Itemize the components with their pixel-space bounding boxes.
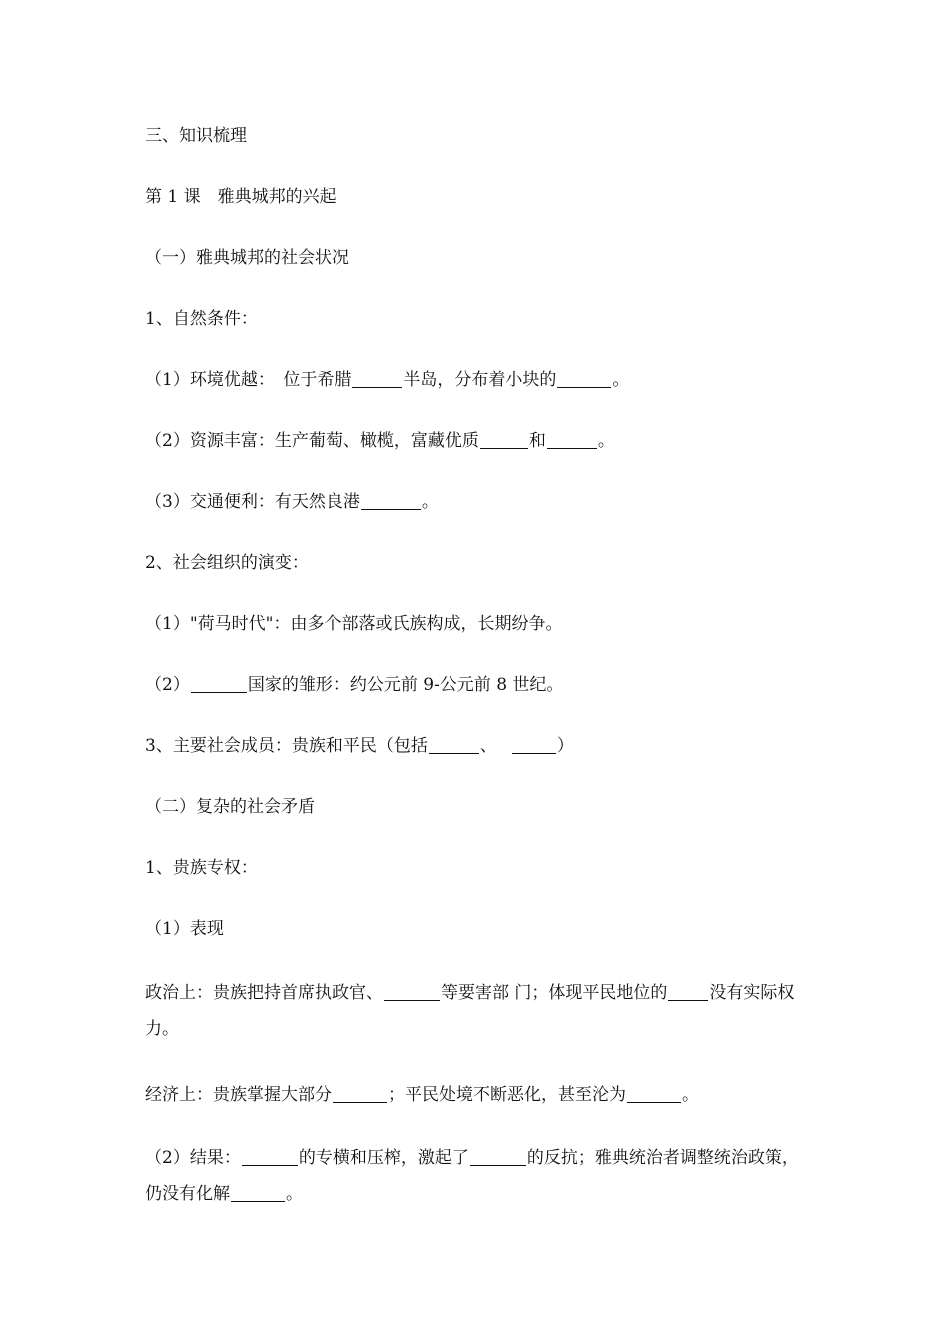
main-members-item (145, 729, 825, 763)
result-text-b: 的专横和压榨，激起了 (298, 1148, 469, 1168)
state-embryo-item (145, 668, 825, 702)
fill-blank[interactable] (668, 980, 708, 1001)
transport-text-a: （3）交通便利：有天然良港 (145, 492, 360, 512)
political-paragraph (145, 975, 805, 1047)
main-members-text-b: 、 (479, 736, 497, 756)
political-text-c: 没有实际权力。 (145, 983, 795, 1039)
resources-item (145, 424, 825, 458)
fill-blank[interactable] (429, 733, 479, 754)
subsection-title-1 (145, 241, 825, 275)
fill-blank[interactable] (470, 1145, 526, 1166)
transport-item (145, 485, 825, 519)
fill-blank[interactable] (361, 489, 421, 510)
manifestation-heading (145, 912, 825, 946)
political-text-b: 等要害部 门；体现平民地位的 (441, 983, 668, 1003)
result-text-c: 的反抗；雅典统治者调整统治政策，仍没有化解 (145, 1148, 799, 1204)
lesson-title (145, 180, 825, 214)
result-text-a: （2）结果： (145, 1148, 241, 1168)
result-paragraph (145, 1140, 805, 1212)
fill-blank[interactable] (191, 672, 247, 693)
section-heading-text: 三、知识梳理 (145, 126, 247, 146)
transport-text-b: 。 (421, 492, 439, 512)
social-organization-heading (145, 546, 825, 580)
natural-conditions-text: 1、自然条件： (145, 309, 258, 329)
lesson-title-text: 第 1 课 雅典城邦的兴起 (145, 187, 337, 207)
state-embryo-text-a: （2） (145, 675, 190, 695)
political-text-a: 政治上：贵族把持首席执政官、 (145, 983, 383, 1003)
state-embryo-text-b: 国家的雏形：约公元前 9-公元前 8 世纪。 (247, 675, 564, 695)
natural-conditions-heading (145, 302, 825, 336)
main-members-text-a: 3、主要社会成员：贵族和平民（包括 (145, 736, 428, 756)
homer-era-item (145, 607, 825, 641)
fill-blank[interactable] (333, 1082, 387, 1103)
resources-text-b: 和 (528, 431, 546, 451)
subsection-title-1-text: （一）雅典城邦的社会状况 (145, 248, 349, 268)
subsection-title-2 (145, 790, 825, 824)
fill-blank[interactable] (557, 367, 611, 388)
section-heading (145, 119, 825, 153)
environment-item (145, 363, 825, 397)
aristocracy-text: 1、贵族专权： (145, 858, 258, 878)
fill-blank[interactable] (352, 367, 402, 388)
resources-text-c: 。 (597, 431, 615, 451)
main-members-text-c: ） (556, 736, 574, 756)
fill-blank[interactable] (242, 1145, 298, 1166)
economic-text-b: ；平民处境不断恶化，甚至沦为 (388, 1085, 626, 1105)
fill-blank[interactable] (480, 428, 528, 449)
homer-era-text: （1）"荷马时代"：由多个部落或氏族构成，长期纷争。 (145, 614, 563, 634)
fill-blank[interactable] (627, 1082, 681, 1103)
social-organization-text: 2、社会组织的演变： (145, 553, 309, 573)
subsection-title-2-text: （二）复杂的社会矛盾 (145, 797, 315, 817)
resources-text-a: （2）资源丰富：生产葡萄、橄榄，富藏优质 (145, 431, 479, 451)
environment-text-a: （1）环境优越： 位于希腊 (145, 370, 352, 390)
economic-paragraph (145, 1078, 825, 1112)
fill-blank[interactable] (512, 733, 556, 754)
aristocracy-heading (145, 851, 825, 885)
fill-blank[interactable] (231, 1181, 285, 1202)
environment-text-c: 。 (612, 370, 630, 390)
fill-blank[interactable] (547, 428, 597, 449)
economic-text-c: 。 (682, 1085, 699, 1105)
result-text-d: 。 (286, 1184, 303, 1204)
manifestation-text: （1）表现 (145, 919, 224, 939)
environment-text-b: 半岛，分布着小块的 (403, 370, 557, 390)
economic-text-a: 经济上：贵族掌握大部分 (145, 1085, 332, 1105)
fill-blank[interactable] (384, 980, 440, 1001)
